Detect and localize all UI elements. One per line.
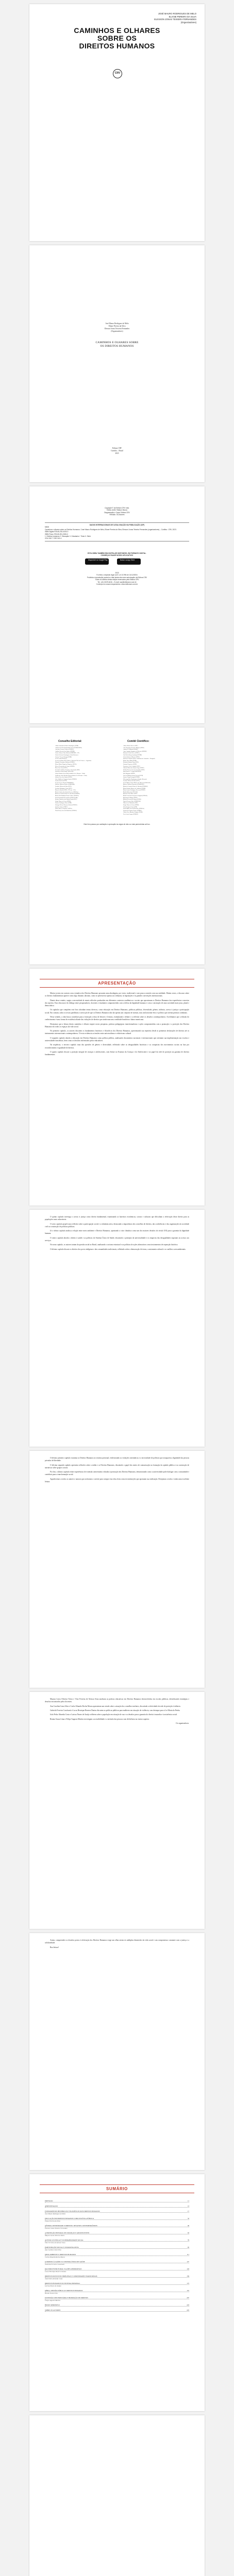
council-member: Lídia de Oliveira Xavier (UNIEURO)	[55, 784, 75, 786]
council-member: Simone Rodrigues Pinto (UNB)	[55, 802, 72, 804]
toc-entry-title: SOBRE OS AUTORES	[45, 2309, 189, 2312]
paragraph: João Pedro Almeida Costa e Larissa Nunes de Araújo refletem sobre a população em situação de rua e os desafios para a garantia do direito à moradia e à assistência social.	[50, 1714, 177, 1716]
council-member: Luciano Rodrigues Costa (UFV)	[55, 787, 72, 789]
toc-entry-page: 33	[187, 2217, 189, 2219]
title-page-organizers	[29, 323, 205, 333]
committee-member: Cássio Roberto Ribeiro (UFES)	[123, 756, 140, 758]
cover-page	[29, 4, 205, 241]
toc-entry-title: A PROTEÇÃO INTEGRAL DE CRIANÇAS E ADOLESCENTES	[45, 2232, 189, 2234]
council-member: Solange Helena Ximenes-Rocha (UFOPA)	[55, 804, 77, 806]
section-rule	[40, 987, 194, 988]
councils-page	[29, 727, 205, 964]
digital-note	[45, 552, 189, 557]
committee-member: Marisol Vieira Melo (UFT)	[123, 793, 138, 795]
toc-entry[interactable]	[45, 2261, 189, 2265]
toc-entry-title: EDUCAÇÃO EM DIREITOS HUMANOS COMO POLÍTICA PÚBLICA	[45, 2217, 189, 2220]
toc-entry-title: MEIO AMBIENTE E DIREITOS HUMANOS	[45, 2253, 189, 2256]
copyright-line: Revisão: Os Autores	[109, 514, 125, 516]
committee-member: Maria Eurácia Barreto de Andrade (UFRB)	[123, 787, 146, 789]
paragraph: Já o sétimo capítulo analisa a relação entre meio ambiente e Direitos Humanos, apontando a crise climática como um dos maiores desafios do século XXI para a garantia da dignidade humana.	[45, 1230, 189, 1235]
toc-entry[interactable]	[45, 2304, 189, 2307]
google-play-badge[interactable]	[85, 558, 109, 565]
toc-entry-author: Larissa Nunes de Araújo	[45, 2285, 61, 2287]
copyright-block	[45, 507, 189, 516]
committee-member: Inês Bragança (UERJ)	[123, 772, 135, 774]
toc-entry-page: 143	[187, 2268, 189, 2270]
title-page-title-line: CAMINHOS E OLHARES SOBRE	[95, 341, 139, 344]
paragraph: O quarto capítulo discute a proteção integral de crianças e adolescentes, com ênfase no Estatuto da Criança e do Adolescente e no papel da rede de proteção na garantia de direitos fundamentais.	[45, 1050, 189, 1056]
toc-entry-page: 63	[187, 2232, 189, 2234]
toc-entry-page: 111	[187, 2253, 189, 2256]
toc-entry[interactable]	[45, 2290, 189, 2294]
imprint-publisher: Editora CRV	[112, 447, 122, 449]
legal-line: Todos os direitos desta edição reservados pela Editora CRV	[95, 579, 139, 581]
committee-member: Silvia Regina Canan (URI)	[123, 806, 138, 808]
legal-line: Tel.: (41) 3029-6416 – E-mail: sac@editoracrv.com.br	[97, 581, 137, 583]
paragraph: O sexto capítulo propõe uma reflexão sobre a participação social e a cidadania ativa, destacando a importância dos conselhos de direitos, das conferências e das organizações da sociedade civil na construção de políticas públicas.	[45, 1223, 189, 1228]
title-page-title-line: OS DIREITOS HUMANOS	[100, 345, 134, 348]
council-member: Carlos Alberto Vilar Estêvão (UMINHO – PT)	[55, 752, 79, 754]
section-rule	[40, 2184, 194, 2185]
page-body	[45, 1216, 189, 1252]
cover-author: (Organizadores)	[180, 21, 196, 24]
committee-member: Lucia Marisy Souza Ribeiro de Oliveira (UNIVASF)	[123, 782, 151, 784]
council-member: Jailson Alves dos Santos (UFRJ)	[55, 776, 72, 778]
paragraph: Boa leitura!	[50, 1946, 59, 1948]
council-member: Josania Portela (UFPI)	[55, 780, 67, 782]
presentation-heading: APRESENTAÇÃO	[98, 981, 136, 986]
committee-member: Najela Tavares Ujiie (UNESPAR)	[123, 800, 141, 802]
paragraph: No primeiro capítulo, os autores discutem os fundamentos históricos e filosóficos dos Direitos Humanos, apresentando sua trajetória desde as primeiras declarações de direitos até os instrumentos internacionais contemporâneos. O texto evidencia as tensões entre universalismo e relativismo cultural.	[45, 1030, 189, 1035]
presentation-continued-page	[29, 1210, 205, 1447]
toc-entry-title: RACISMO ESTRUTURAL E AÇÕES AFIRMATIVAS	[45, 2268, 189, 2270]
page-body	[45, 1457, 189, 1485]
toc-entry-title: APRESENTAÇÃO	[45, 2205, 189, 2208]
paragraph: Mayara Lúcia Oliveira Vieira e Vitor Ferreira de Alencar Sena analisam as práticas educativas em Direitos Humanos desenvolvidas em escolas públicas, identificando estratégias e desafios encontrados pelos docentes.	[45, 1698, 189, 1703]
council-member: Fernando Antônio Gonçalves Alcoforado (IPB)	[55, 769, 80, 771]
paragraph: Agradecemos a todos os autores e autoras que aceitaram o convite para compor esta obra, bem como às instituições que apoiaram sua realização. Desejamos a todos e todas uma excelente leitura.	[45, 1478, 189, 1483]
committee-member: Gláucia Maria dos Santos Jorge (UFOP)	[123, 767, 144, 769]
committee-member: Sonia Maria Ferreira Koehler (UNISAL)	[123, 808, 144, 810]
council-member: Elizeu Clementino de Souza (UNEB)	[55, 765, 75, 767]
legal-line: Proibida a reprodução parcial ou total desta obra sem autorização da Editora CRV	[87, 576, 147, 579]
committee-member: Vera Lucia Gaspar (UDESC)	[123, 813, 139, 815]
committee-member: Cati Reckelberg Azambuja (UFSM)	[123, 754, 142, 756]
editorial-council-heading: Conselho Editorial:	[58, 740, 82, 743]
committee-member: Maria Lurdes Rodrigues Bezerra (UFRPE)	[123, 789, 145, 791]
council-member: Leonel Severo Rocha (UNISINOS)	[55, 782, 74, 784]
toc-entry[interactable]	[45, 2210, 189, 2215]
catalog-card	[45, 522, 189, 541]
committee-member: Elizabeth Batista Pinto (UPE)	[123, 761, 139, 764]
council-member: Maria Cristina dos Santos Bezerra (UFSCar)	[55, 791, 78, 793]
toc-entry[interactable]	[45, 2297, 189, 2301]
paragraph: O décimo capítulo discute os direitos dos povos indígenas e das comunidades tradicionais, refletindo sobre a demarcação de terras, a autonomia cultural e os conflitos socioambientais.	[50, 1248, 186, 1250]
council-member: Francisco Carlos Duarte (PUC-PR)	[55, 771, 74, 773]
committee-member: Diosnel Centurion (Univ. Autónoma de Asunción – Paraguai)	[123, 758, 155, 760]
catalog-line: M528	[45, 526, 49, 529]
imprint-city: Curitiba – Brasil	[111, 450, 123, 452]
imprint-year: 2023	[115, 452, 119, 454]
signature: Os organizadores.	[176, 1722, 189, 1725]
toc-entry-title: O DIREITO À SAÚDE E O SISTEMA ÚNICO DE SAÚDE	[45, 2261, 189, 2263]
council-member: Guillermo Arias Beatón (Universidade de La Havana – Cuba)	[55, 774, 87, 776]
copyright-line: Copyright © da Editora CRV Ltda.	[105, 507, 129, 509]
toc-entry-title: DIREITOS HUMANOS NO SISTEMA PRISIONAL	[45, 2282, 189, 2285]
paragraph: Assim, compreender os desafios postos à efetivação dos Direitos Humanos exige um olhar atento às múltiplas dimensões da vida social e um compromisso constante com a justiça e a solidariedade.	[45, 1939, 189, 1944]
presentation-continued-page	[29, 1451, 205, 1688]
blank-page	[29, 2415, 205, 2576]
toc-entry-page: 223	[187, 2304, 189, 2306]
toc-entry[interactable]	[45, 2225, 189, 2229]
presentation-page	[29, 969, 205, 1206]
page-body	[45, 1939, 189, 1951]
title-page-title	[29, 341, 205, 348]
paragraph: O oitavo capítulo aborda o direito à saúde e as políticas do Sistema Único de Saúde, discutindo o princípio da universalidade e os impactos das desigualdades regionais no acesso aos serviços.	[45, 1236, 189, 1242]
committee-member: Jussara Fraga Portugal (UNEB)	[123, 776, 140, 778]
council-member: Sydione Santos (UEPG)	[55, 806, 68, 808]
toc-entry-page: 207	[187, 2297, 189, 2299]
toc-entry-author: Gabriela Ferreira Cavalcanti	[45, 2263, 64, 2266]
digital-note-line: ESTA OBRA TAMBÉM ENCONTRA-SE DISPONÍVEL EM FORMATO DIGITAL.	[88, 552, 146, 554]
presentation-body	[45, 992, 189, 1058]
paragraph: Ana Caroline Lima Silva e Carlos Eduardo Rocha Moura apresentam um estudo sobre a atuação dos conselhos tutelares, discutindo a efetividade da rede de proteção à infância.	[50, 1705, 181, 1707]
committee-member: Altair Alberto Fávero (UPF)	[123, 745, 138, 747]
council-member: Elione Maria Nogueira Diogenes (UFAL)	[55, 763, 77, 765]
toc-entry[interactable]	[45, 2246, 189, 2251]
toc-entry-title: DIREITOS DOS POVOS INDÍGENAS E COMUNIDADES TRADICIONAIS	[45, 2275, 189, 2278]
cover-author: JOSÉ MAURO RODRIGUES DE MELO	[158, 12, 196, 15]
council-member: Gloria Fariñas León (Universidade de La Havana – Cuba)	[55, 772, 86, 774]
toc-entry-author: Felipe Augusto Martins	[45, 2299, 61, 2302]
toc-entry-title: PARTICIPAÇÃO SOCIAL E CIDADANIA ATIVA	[45, 2246, 189, 2249]
committee-member: Maria de Lourdes Pinto de Almeida (UNOESC)	[123, 786, 148, 788]
toc-entry[interactable]	[45, 2239, 189, 2244]
toc-entry-author: Vitor Ferreira de Alencar Sena	[45, 2242, 65, 2244]
catalog-line: 1. Direitos humanos 2. Educação 3. Cidadania I. Título II. Série	[45, 535, 91, 538]
paragraph: Muitos jovens em contato com a temática dos Direitos Humanos possuem uma abordagem, por vezes, tradicional e com pouca conexão com sua realidade. Muitas vezes, o discurso sobre os direitos fundamentais aparece como algo distante, abstrato, como se pertencesse apenas aos tribunais, às legislações e às grandes convenções internacionais.	[45, 992, 189, 997]
google-play-label: Disponível no Google Play	[88, 559, 108, 561]
toc-entry-author: Ana Caroline Lima Silva	[45, 2249, 61, 2251]
publisher-logo-text: CRV	[114, 72, 121, 75]
legal-line: 2023	[115, 572, 119, 574]
organizer-name: Eliane Pereira da Silva	[108, 325, 126, 327]
committee-member: Sérgio Nunes de Jesus (IFRO)	[123, 804, 139, 806]
committee-member: Nilson José Machado (USP)	[123, 802, 138, 804]
toc-entry[interactable]	[45, 2268, 189, 2273]
organizer-name: Elesson Jonas Teixeira Fernandes	[104, 328, 130, 330]
paragraph: O décimo primeiro capítulo examina os Direitos Humanos no sistema prisional, evidenciando as violações sistemáticas e a necessidade de políticas que assegurem a dignidade das pessoas privadas de liberdade.	[45, 1457, 189, 1462]
council-member: Cesar Gerónimo Tello (Univer. Nacional Três de Febrero – Argentina)	[55, 759, 92, 761]
council-member: Renato Francisco dos Santos Paula (UFG)	[55, 799, 77, 801]
paragraph: Na sequência, o terceiro capítulo trata das questões de gênero e diversidade, refletindo sobre as desigualdades históricas e as conquistas dos movimentos sociais na luta por reconhecimento e igualdade de direitos.	[45, 1044, 189, 1049]
catalog-line: CDU 342.7 CDD 341.4	[45, 537, 62, 540]
toc-entry-page: 191	[187, 2290, 189, 2292]
toc-entry-title: PREFÁCIO	[45, 2200, 189, 2202]
toc-entry-page: 13	[187, 2205, 189, 2207]
toc-entry[interactable]	[45, 2275, 189, 2280]
toc-entry-page: 175	[187, 2282, 189, 2284]
paragraph: Os capítulos que compõem este livro abordam temas diversos, como educação em Direitos Humanos, políticas públicas, diversidade, gênero, infância, acesso à justiça e participação social. Em comum, todos os textos partilham a convicção de que os Direitos Humanos não são apenas um conjunto de normas, mas um horizonte ético e político que orienta práticas cotidianas.	[45, 1009, 189, 1014]
toc-entry[interactable]	[45, 2217, 189, 2222]
toc-entry-title: EXTENSÃO UNIVERSITÁRIA E PROMOÇÃO DE DIREITOS	[45, 2297, 189, 2299]
council-member: Aldira Guimarães Duarte Domínguez (UNB)	[55, 745, 79, 747]
copyright-line: Diagramação e Capa: Editora CRV	[104, 511, 130, 514]
toc-entry-title: ACESSO À JUSTIÇA E VULNERABILIDADE SOCIAL	[45, 2239, 189, 2242]
toc-entry-page: 159	[187, 2275, 189, 2277]
toc-entry-author: Eliane Pereira da Silva	[45, 2220, 60, 2223]
scientific-committee-heading: Comitê Científico:	[127, 740, 149, 743]
council-member: Andréia da Silva Quintanilha Sousa (UNIR/UFRN)	[55, 747, 82, 749]
toc-entry-author: Lucas Henrique Bezerra Dantas	[45, 2270, 66, 2273]
committee-member: Ilma Passos A. Veiga (UNICEUB)	[123, 771, 141, 773]
catalog-line: ISBN Físico 978-65-251-0000-0	[45, 533, 69, 535]
committee-member: Suzana dos Santos Gomes (UFMG)	[123, 809, 142, 811]
legal-footer	[45, 572, 189, 585]
paragraph: Desejamos que a leitura destes caminhos e olhares inspire novas pesquisas, práticas pedagógicas transformadoras e ações comprometidas com a promoção e a proteção dos Direitos Humanos em todos os espaços da vida social.	[45, 1023, 189, 1028]
toc-entry[interactable]	[45, 2282, 189, 2287]
committee-member: Mônica Pereira dos Santos (UFRJ)	[123, 799, 141, 801]
toc-entry-title: GÊNERO, DIVERSIDADE E DIREITOS: DESAFIOS CONTEMPORÂNEOS	[45, 2225, 189, 2227]
toc-entry-page: 79	[187, 2239, 189, 2241]
toc-entry[interactable]	[45, 2309, 189, 2312]
toc-entry[interactable]	[45, 2253, 189, 2258]
toc-heading: SUMÁRIO	[106, 2187, 128, 2191]
presentation-continued-page	[29, 1692, 205, 1929]
committee-member: Marcos Vinicius Francisco (UNOESTE)	[123, 784, 144, 786]
organizer-name: (Organizadores)	[111, 330, 123, 332]
committee-member: Barbara Coelho Neves (UFBA)	[123, 752, 140, 754]
toc-entry[interactable]	[45, 2205, 189, 2208]
paragraph: Diante desse cenário, surgiu a necessidade de reunir reflexões produzidas em diferentes contextos acadêmicos e sociais que aproximam os Direitos Humanos das experiências concretas dos sujeitos. Esta obra nasce do diálogo entre pesquisadores, docentes e estudantes comprometidos com a defesa da dignidade humana e com a construção de uma sociedade mais justa, plural e democrática.	[45, 999, 189, 1007]
catalog-heading: DADOS INTERNACIONAIS DE CATALOGAÇÃO NA PUBLICAÇÃO (CIP)	[89, 524, 145, 526]
committee-member: Helder Buenos Aires de Carvalho (UFPI)	[123, 769, 145, 771]
council-member: Carmen Tereza Velanga (UNIR)	[55, 756, 72, 758]
council-member: Sérgio Nunes de Jesus (IFRO)	[55, 800, 71, 802]
scientific-committee-list	[123, 745, 180, 816]
toc-entry-page: 127	[187, 2261, 189, 2263]
toc-entry-author: José Mauro Rodrigues de Melo	[45, 2213, 66, 2215]
committee-member: Lourdes Helena da Silva (UFV)	[123, 780, 140, 782]
cover-title-line: SOBRE OS	[97, 34, 137, 42]
title-page-imprint	[29, 447, 205, 455]
organizer-name: José Mauro Rodrigues de Melo	[105, 323, 129, 325]
committee-member: Francisco Ari de Andrade (UFC)	[123, 765, 140, 767]
council-member: Élsio José Corá (UFFS)	[55, 767, 68, 769]
council-member: Carlos Federico Dominguez Avila (Unieuro)	[55, 754, 78, 756]
title-page	[29, 245, 205, 482]
copyright-page	[29, 486, 205, 723]
council-member: Maria de Lourdes Pinto de Almeida (UNOESC)	[55, 793, 80, 795]
paragraph: O quinto capítulo investiga o acesso à justiça como direito fundamental, examinando as barreiras econômicas, sociais e culturais que dificultam a efetivação desse direito para as populações mais vulneráveis.	[45, 1216, 189, 1221]
paragraph: O segundo capítulo aborda a educação em Direitos Humanos como política pública, analisando documentos nacionais e internacionais que orientam sua implementação nas escolas e universidades brasileiras, bem como os desafios enfrentados pelos educadores.	[45, 1037, 189, 1042]
committee-member: Mohammed Elhajji (UFRJ)	[123, 796, 138, 799]
peer-review-note: Este livro passou por avaliação e aprovação às cegas de dois ou mais pareceristas ad hoc.	[83, 823, 151, 825]
toc-entry-page: 225	[187, 2309, 189, 2311]
committee-member: Marília Morosini (PUC-RS)	[123, 791, 138, 793]
toc-entry-page: 11	[187, 2200, 189, 2202]
toc-entry[interactable]	[45, 2200, 189, 2202]
council-member: Paulo Romualdo Hernandes (UNIFAL-MG)	[55, 796, 78, 799]
toc-page	[29, 2174, 205, 2411]
cover-author: ELIANE PEREIRA DA SILVA	[169, 15, 196, 18]
paragraph: Renata Souza Lima e Felipe Augusto Martins investigam a acessibilidade e a inclusão das pessoas com deficiência no ensino superior.	[50, 1718, 150, 1720]
council-member: Anselmo Alencar Colares (UFOPA)	[55, 749, 74, 751]
toc-entry-page: 17	[187, 2210, 189, 2212]
council-member: Eduardo Fernandes Barbosa (UFMG)	[55, 761, 75, 764]
catalog-line: ISBN Digital 978-65-251-0000-0	[45, 531, 69, 533]
page-body	[45, 1698, 189, 1727]
toc-entry-page: 49	[187, 2225, 189, 2227]
committee-member: Kilwangy Kya Kapitango-a-Samba (Unemat)	[123, 778, 147, 780]
digital-note-line: CONHEÇA E BAIXE NOSSO APLICATIVO!	[101, 554, 133, 557]
catalog-line: Caminhos e olhares sobre os Direitos Humanos / José Mauro Rodrigues de Melo, Eliane Pereira da Silva, Elesson Jonas Teixeira Fernandes (organizadores) – Curitiba : CRV, 2023.	[45, 528, 177, 531]
cover-author: ELESSON JONAS TEIXEIRA FERNANDES	[154, 18, 196, 21]
publisher-logo-icon	[113, 69, 122, 78]
committee-member: Ana Chrystina Venancio Mignot (UERJ)	[123, 747, 144, 749]
app-store-badge[interactable]	[117, 558, 141, 565]
app-store-label: Baixar na App Store	[120, 559, 135, 561]
toc-entry-author: João Pedro Almeida Costa	[45, 2278, 63, 2280]
paragraph: O décimo segundo capítulo apresenta reflexões sobre a mídia e os Direitos Humanos, discutindo o papel dos meios de comunicação na formação da opinião pública e na construção de narrativas sobre grupos sociais.	[45, 1464, 189, 1469]
toc-entry-page: 95	[187, 2246, 189, 2248]
council-member: Marcelo Paixão (UFRJ e UTexas – US)	[55, 789, 76, 791]
cover-title-line: DIREITOS HUMANOS	[79, 42, 155, 50]
toc-entry-author: Mayara Lúcia Oliveira Vieira	[45, 2234, 65, 2237]
committee-member: Vânia Alves Martins Chaigar (FURG)	[123, 811, 143, 814]
council-member: Tadeu Oliver Gonçalves (UFPA)	[55, 808, 72, 810]
council-member: Tania Suely Azevedo Brasileiro (UFOPA)	[55, 809, 77, 811]
council-member: Antônio Pereira Gaio Júnior (UFRRJ)	[55, 750, 75, 752]
paragraph: Gabriela Ferreira Cavalcanti e Lucas Henrique Bezerra Dantas discutem as políticas públicas para mulheres em situação de violência, com destaque para a Lei Maria da Penha.	[50, 1709, 180, 1711]
committee-member: Andréia N. Militão (UEMS)	[123, 749, 138, 751]
legal-line: Foi feito o depósito legal conf. Lei 10.994 de 14/12/2004	[96, 574, 138, 577]
toc-entry-title: FUNDAMENTOS HISTÓRICOS E FILOSÓFICOS DOS DIREITOS HUMANOS	[45, 2210, 189, 2213]
committee-member: Eliane Rose Maio (UEM)	[123, 759, 137, 761]
toc-entry[interactable]	[45, 2232, 189, 2236]
council-member: Lourdes Helena da Silva (UFV)	[55, 786, 72, 788]
toc-entry-title: MÍDIA, OPINIÃO PÚBLICA E DIREITOS HUMANOS	[45, 2290, 189, 2292]
cover-title	[40, 27, 194, 50]
council-member: Maria Lília Imbiriba Sousa Colares (UFOPA)	[55, 795, 79, 797]
council-member: Celso Conti (UFSCar)	[55, 758, 67, 760]
closing-page	[29, 1933, 205, 2170]
paragraph: No nono capítulo, os autores tratam da questão racial no Brasil, analisando o racismo estrutural e as políticas de ações afirmativas como instrumentos de reparação histórica.	[50, 1244, 178, 1246]
legal-line: Conheça os nossos lançamentos: www.editoracrv.com.br	[96, 583, 138, 586]
committee-member: Anna Augusta Sampaio de Oliveira (UNESP)	[123, 750, 147, 752]
committee-member: Michel Lucchesi Gonçalves Salgado (UFRGS)	[123, 795, 147, 797]
editorial-council-list	[55, 745, 112, 811]
committee-member: José de Ribamar Sousa Pereira (UCB)	[123, 774, 143, 776]
toc-entry-author: Elesson Jonas Teixeira Fernandes	[45, 2227, 68, 2230]
toc-entry-title: ÍNDICE REMISSIVO	[45, 2304, 189, 2307]
cover-authors	[93, 12, 196, 24]
council-member: João Adalberto Campato Junior (UNESP)	[55, 778, 77, 780]
committee-member: Fauston Negreiros (UFPI)	[123, 763, 137, 765]
copyright-line: Editor-chefe: Railson Moura	[107, 509, 127, 512]
paragraph: Nesse sentido, a obra busca contribuir para a formação crítica de leitores e leitoras, estimulando o debate e a reflexão sobre os desafios contemporâneos. Acreditamos que a difusão do conhecimento é uma forma de resistência diante das violações de direitos que ainda marcam a realidade brasileira e latino-americana.	[45, 1015, 189, 1021]
toc-entry-author: Renata Souza Lima	[45, 2292, 58, 2295]
cover-title-line: CAMINHOS E OLHARES	[74, 26, 160, 35]
paragraph: Por fim, o último capítulo reúne experiências de extensão universitária voltadas à promoção dos Direitos Humanos, demonstrando como a universidade pode dialogar com a comunidade e contribuir para a transformação social.	[45, 1471, 189, 1476]
toc-entry-author: Carlos Eduardo Rocha Moura	[45, 2256, 65, 2259]
